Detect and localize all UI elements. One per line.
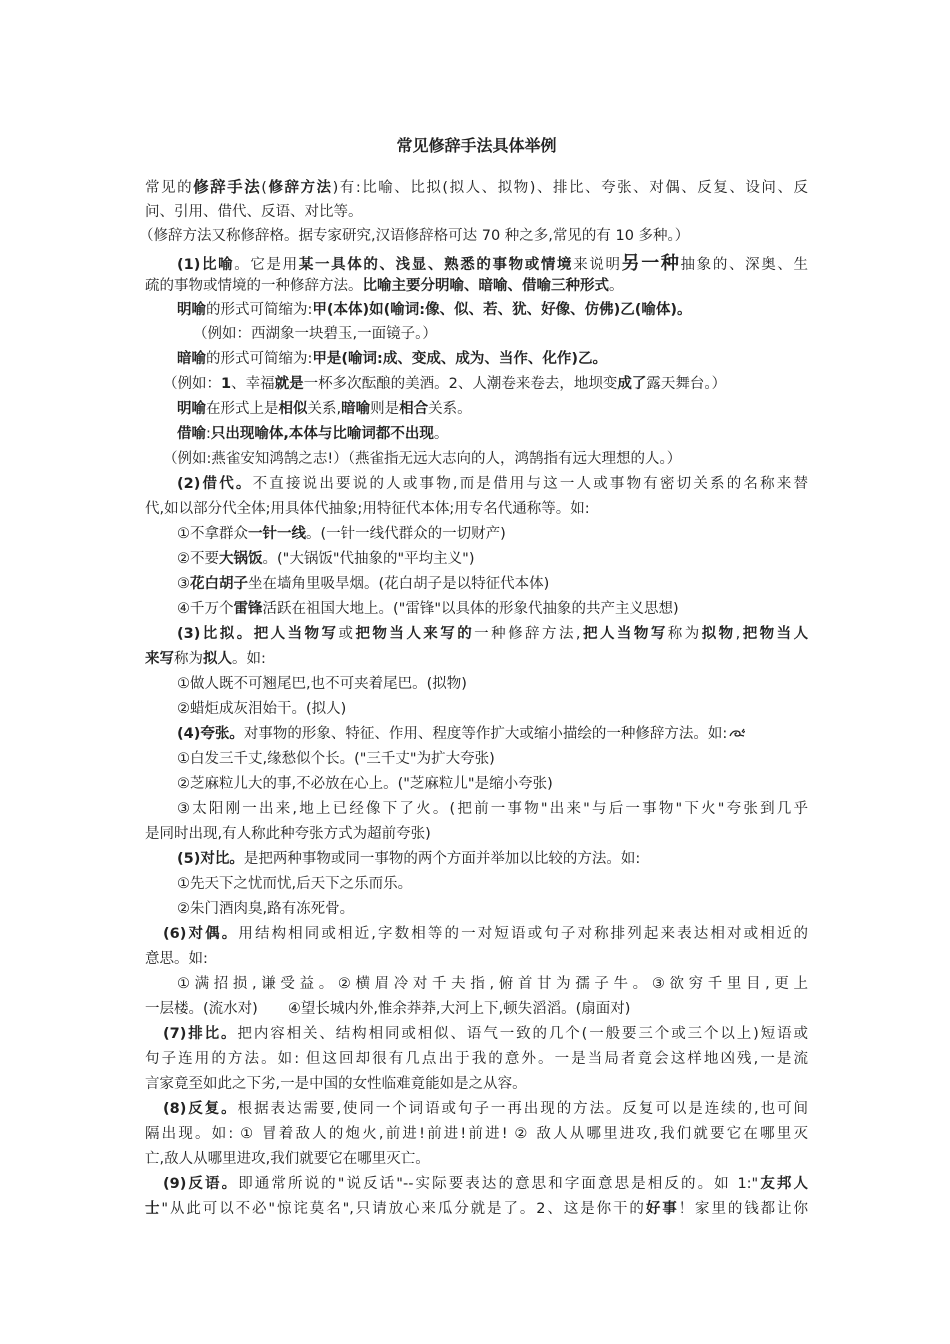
- text: 。它是用: [234, 257, 299, 273]
- text: ,: [735, 626, 741, 642]
- text: 坐在墙角里吸旱烟。(花白胡子是以特征代本体): [248, 576, 550, 592]
- s1-ming: [177, 298, 691, 319]
- text: ②横眉冷对千夫指,俯首甘为孺子牛。: [337, 976, 652, 992]
- text-bold: 相合: [399, 401, 429, 417]
- text: 把内容相关、结构相同或相似、语气一致的几个(一般要三个或三个以上)短语或: [237, 1026, 809, 1042]
- s1-jie: [177, 422, 448, 443]
- heading: (8)反复。: [163, 1101, 238, 1117]
- text-bold: 就是: [274, 376, 304, 392]
- s2-example-2: [177, 547, 475, 568]
- s2-line-1: [177, 472, 808, 493]
- text-bold: 甲是(喻词:成、变成、成为、当作、化作)乙。: [312, 351, 607, 367]
- text-bold: 只出现喻体,本体与比喻词都不出现: [210, 426, 434, 442]
- text: ①满招损,谦受益。: [177, 976, 338, 992]
- text-bold: 把人当物写: [580, 626, 668, 642]
- text-bold: 暗喻: [341, 401, 371, 417]
- heading: (7)排比。: [163, 1026, 238, 1042]
- text-bold: 暗喻: [177, 351, 206, 367]
- snail-icon: [729, 726, 745, 742]
- s9-line-2: [145, 1197, 808, 1218]
- s4-example-3-cont: 是同时出现,有人称此种夸张方式为超前夸张): [145, 826, 431, 842]
- intro-line-1: [145, 175, 808, 197]
- heading: (1)比喻: [177, 257, 235, 273]
- text: （例如：: [163, 376, 221, 392]
- text: 抽象的、深奥、生: [680, 257, 809, 273]
- text: 对事物的形象、特征、作用、程度等作扩大或缩小描绘的一种修辞方法。如:: [243, 726, 728, 742]
- text-bold: 明喻: [177, 302, 206, 318]
- s3-line-1: [177, 622, 808, 643]
- text-bold: 来写: [145, 651, 174, 667]
- s7-line-2: 句子连用的方法。如: 但这回却很有几点出于我的意外。一是当局者竟会这样地凶残,一是流: [145, 1051, 808, 1067]
- text-bold: 明喻: [177, 401, 206, 417]
- heading: (5)对比。: [177, 851, 244, 867]
- text: 的形式可简缩为:: [206, 302, 313, 318]
- s6-line-1: [163, 922, 808, 943]
- text-bold: 把物当人: [740, 626, 809, 642]
- text: 则是: [370, 401, 400, 417]
- text: ④望长城内外,惟余莽莽,大河上下,顿失滔滔。(扇面对): [287, 1001, 631, 1017]
- text-bold: 大锅饭: [219, 551, 263, 567]
- s6-line-2: 意思。如:: [145, 951, 208, 967]
- text: 。: [433, 426, 449, 442]
- s4-example-2: ②芝麻粒儿大的事,不必放在心上。("芝麻粒儿"是缩小夸张): [177, 776, 553, 792]
- text: 即通常所说的"说反话"--实际要表达的意思和字面意思是相反的。如 1:": [238, 1176, 759, 1192]
- text: ④千万个: [177, 601, 234, 617]
- text: 一杯多次酝酿的美酒。2、人潮卷来卷去，地坝变: [303, 376, 618, 392]
- text: 疏的事物或情境的一种修辞方法。: [145, 278, 363, 294]
- text: 不直接说出要说的人或事物,而是借用与这一人或事物有密切关系的名称来替: [252, 476, 809, 492]
- heading: (4)夸张。: [177, 726, 244, 742]
- text: )有:比喻、比拟(拟人、拟物)、排比、夸张、对偶、反复、设问、反: [332, 180, 808, 196]
- s2-example-1: [177, 522, 506, 543]
- s7-line-3: 言家竟至如此之下劣,一是中国的女性临难竟能如是之从容。: [145, 1076, 527, 1092]
- text: 。: [609, 278, 624, 294]
- text: 根据表达需要,使同一个词语或句子一再出现的方法。反复可以是连续的,也可间: [237, 1101, 809, 1117]
- s6-examples-row-2: [145, 997, 630, 1018]
- text: 用结构相同或相近,字数相等的一对短语或句子对称排列起来表达相对或相近的: [238, 926, 809, 942]
- text-bold: 友邦人: [758, 1176, 809, 1192]
- s5-line-1: [177, 847, 640, 868]
- text: ③欲穷千里目,更上: [651, 976, 809, 992]
- text-bold: 成了: [617, 376, 647, 392]
- text: 称为: [667, 626, 702, 642]
- page-title: 常见修辞手法具体举例: [396, 136, 557, 155]
- text: 一种修辞方法,: [474, 626, 581, 642]
- text: 。("大锅饭"代抽象的"平均主义"): [262, 551, 475, 567]
- s2-example-3: [177, 572, 549, 593]
- s1-an-example: [163, 372, 726, 393]
- text: 在形式上是: [206, 401, 279, 417]
- text-bold: 相似: [278, 401, 308, 417]
- text-bold: 好事: [645, 1201, 679, 1217]
- intro-line-2: 问、引用、借代、反语、对比等。: [145, 204, 363, 220]
- s1-ming-example: （例如：西湖象一块碧玉,一面镜子。）: [193, 326, 437, 342]
- heading: (6)对偶。: [163, 926, 239, 942]
- text: 一层楼。(流水对): [145, 1001, 258, 1017]
- s3-example-2: ②蜡炬成灰泪始干。(拟人): [177, 701, 347, 717]
- s9-line-1: [163, 1172, 808, 1193]
- text-bold: 另一种: [621, 253, 681, 274]
- text: ③: [177, 576, 190, 592]
- text-bold: 一针一线: [248, 526, 306, 542]
- heading: (2)借代。: [177, 476, 253, 492]
- text: 。(一针一线代群众的一切财产): [306, 526, 506, 542]
- s4-example-3: ③太阳刚一出来,地上已经像下了火。(把前一事物"出来"与后一事物"下火"夸张到几乎: [177, 801, 808, 817]
- s1-relation: [177, 397, 472, 418]
- text-bold: 拟人: [203, 651, 232, 667]
- text: 常见的: [145, 180, 194, 196]
- s1-line-1: [177, 249, 808, 275]
- text-bold: 把人当物写: [253, 626, 339, 642]
- s2-line-2: 代,如以部分代全体;用具体代抽象;用特征代本体;用专名代通称等。如:: [145, 501, 590, 517]
- text-bold: 雷锋: [233, 601, 263, 617]
- text-bold: 修辞手法: [193, 178, 262, 196]
- text-bold: 士: [145, 1201, 162, 1217]
- text: 来说明: [573, 257, 622, 273]
- s5-example-2: ②朱门酒肉臭,路有冻死骨。: [177, 901, 355, 917]
- text: 称为: [174, 651, 203, 667]
- text-bold: 拟物: [701, 626, 736, 642]
- text: ①不拿群众: [177, 526, 248, 542]
- text: 。如:: [232, 651, 266, 667]
- s8-line-1: [163, 1097, 808, 1118]
- s4-line-1: [177, 722, 745, 743]
- text: 关系,: [307, 401, 342, 417]
- s8-line-2: 隔出现。如: ① 冒着敌人的炮火,前进!前进!前进! ② 敌人从哪里进攻,我们就要它在哪里灭: [145, 1126, 808, 1142]
- text: 关系。: [428, 401, 472, 417]
- s3-line-2: [145, 647, 266, 668]
- heading: (3)比拟。: [177, 626, 254, 642]
- s1-line-2: [145, 274, 624, 295]
- text: :: [206, 426, 211, 442]
- text: 露天舞台。）: [646, 376, 727, 392]
- s7-line-1: [163, 1022, 808, 1043]
- s1-an: [177, 347, 607, 368]
- text-bold: 借喻: [177, 426, 206, 442]
- s2-example-4: [177, 597, 679, 618]
- text-bold: 修辞方法: [266, 180, 333, 196]
- text: 是把两种事物或同一事物的两个方面并举加以比较的方法。如:: [243, 851, 641, 867]
- text-bold: 甲(本体)如(喻词:像、似、若、犹、好像、仿佛)乙(喻体)。: [312, 302, 692, 318]
- text: 、幸福: [231, 376, 275, 392]
- text: "从此可以不必"惊诧莫名",只请放心来瓜分就是了。2、这是你干的: [161, 1201, 646, 1217]
- text: (: [261, 180, 267, 196]
- intro-line-3: （修辞方法又称修辞格。据专家研究,汉语修辞格可达 70 种之多,常见的有 10 多种。）: [139, 228, 690, 244]
- text: ！家里的钱都让你: [678, 1201, 808, 1217]
- text-bold: 比喻主要分明喻、暗喻、借喻三种形式: [362, 278, 609, 294]
- text: 活跃在祖国大地上。("雷锋"以具体的形象代抽象的共产主义思想): [262, 601, 679, 617]
- s6-examples-row-1: [177, 972, 808, 993]
- s1-jie-example: （例如:燕雀安知鸿鹄之志!）（燕雀指无远大志向的人，鸿鹄指有远大理想的人。）: [163, 451, 682, 467]
- text-bold: 1: [221, 376, 232, 392]
- s8-line-3: 亡,敌人从哪里进攻,我们就要它在哪里灭亡。: [145, 1151, 430, 1167]
- text-bold: 把物当人来写的: [355, 626, 475, 642]
- s4-example-1: ①白发三千丈,缘愁似个长。("三千丈"为扩大夸张): [177, 751, 495, 767]
- text-bold: 某一具体的、浅显、熟悉的事物或情境: [298, 257, 574, 273]
- text: ②不要: [177, 551, 219, 567]
- text: 或: [338, 626, 356, 642]
- s5-example-1: ①先天下之忧而忧,后天下之乐而乐。: [177, 876, 413, 892]
- heading: (9)反语。: [163, 1176, 239, 1192]
- text-bold: 花白胡子: [190, 576, 248, 592]
- s3-example-1: ①做人既不可翘尾巴,也不可夹着尾巴。(拟物): [177, 676, 467, 692]
- text: 的形式可简缩为:: [206, 351, 313, 367]
